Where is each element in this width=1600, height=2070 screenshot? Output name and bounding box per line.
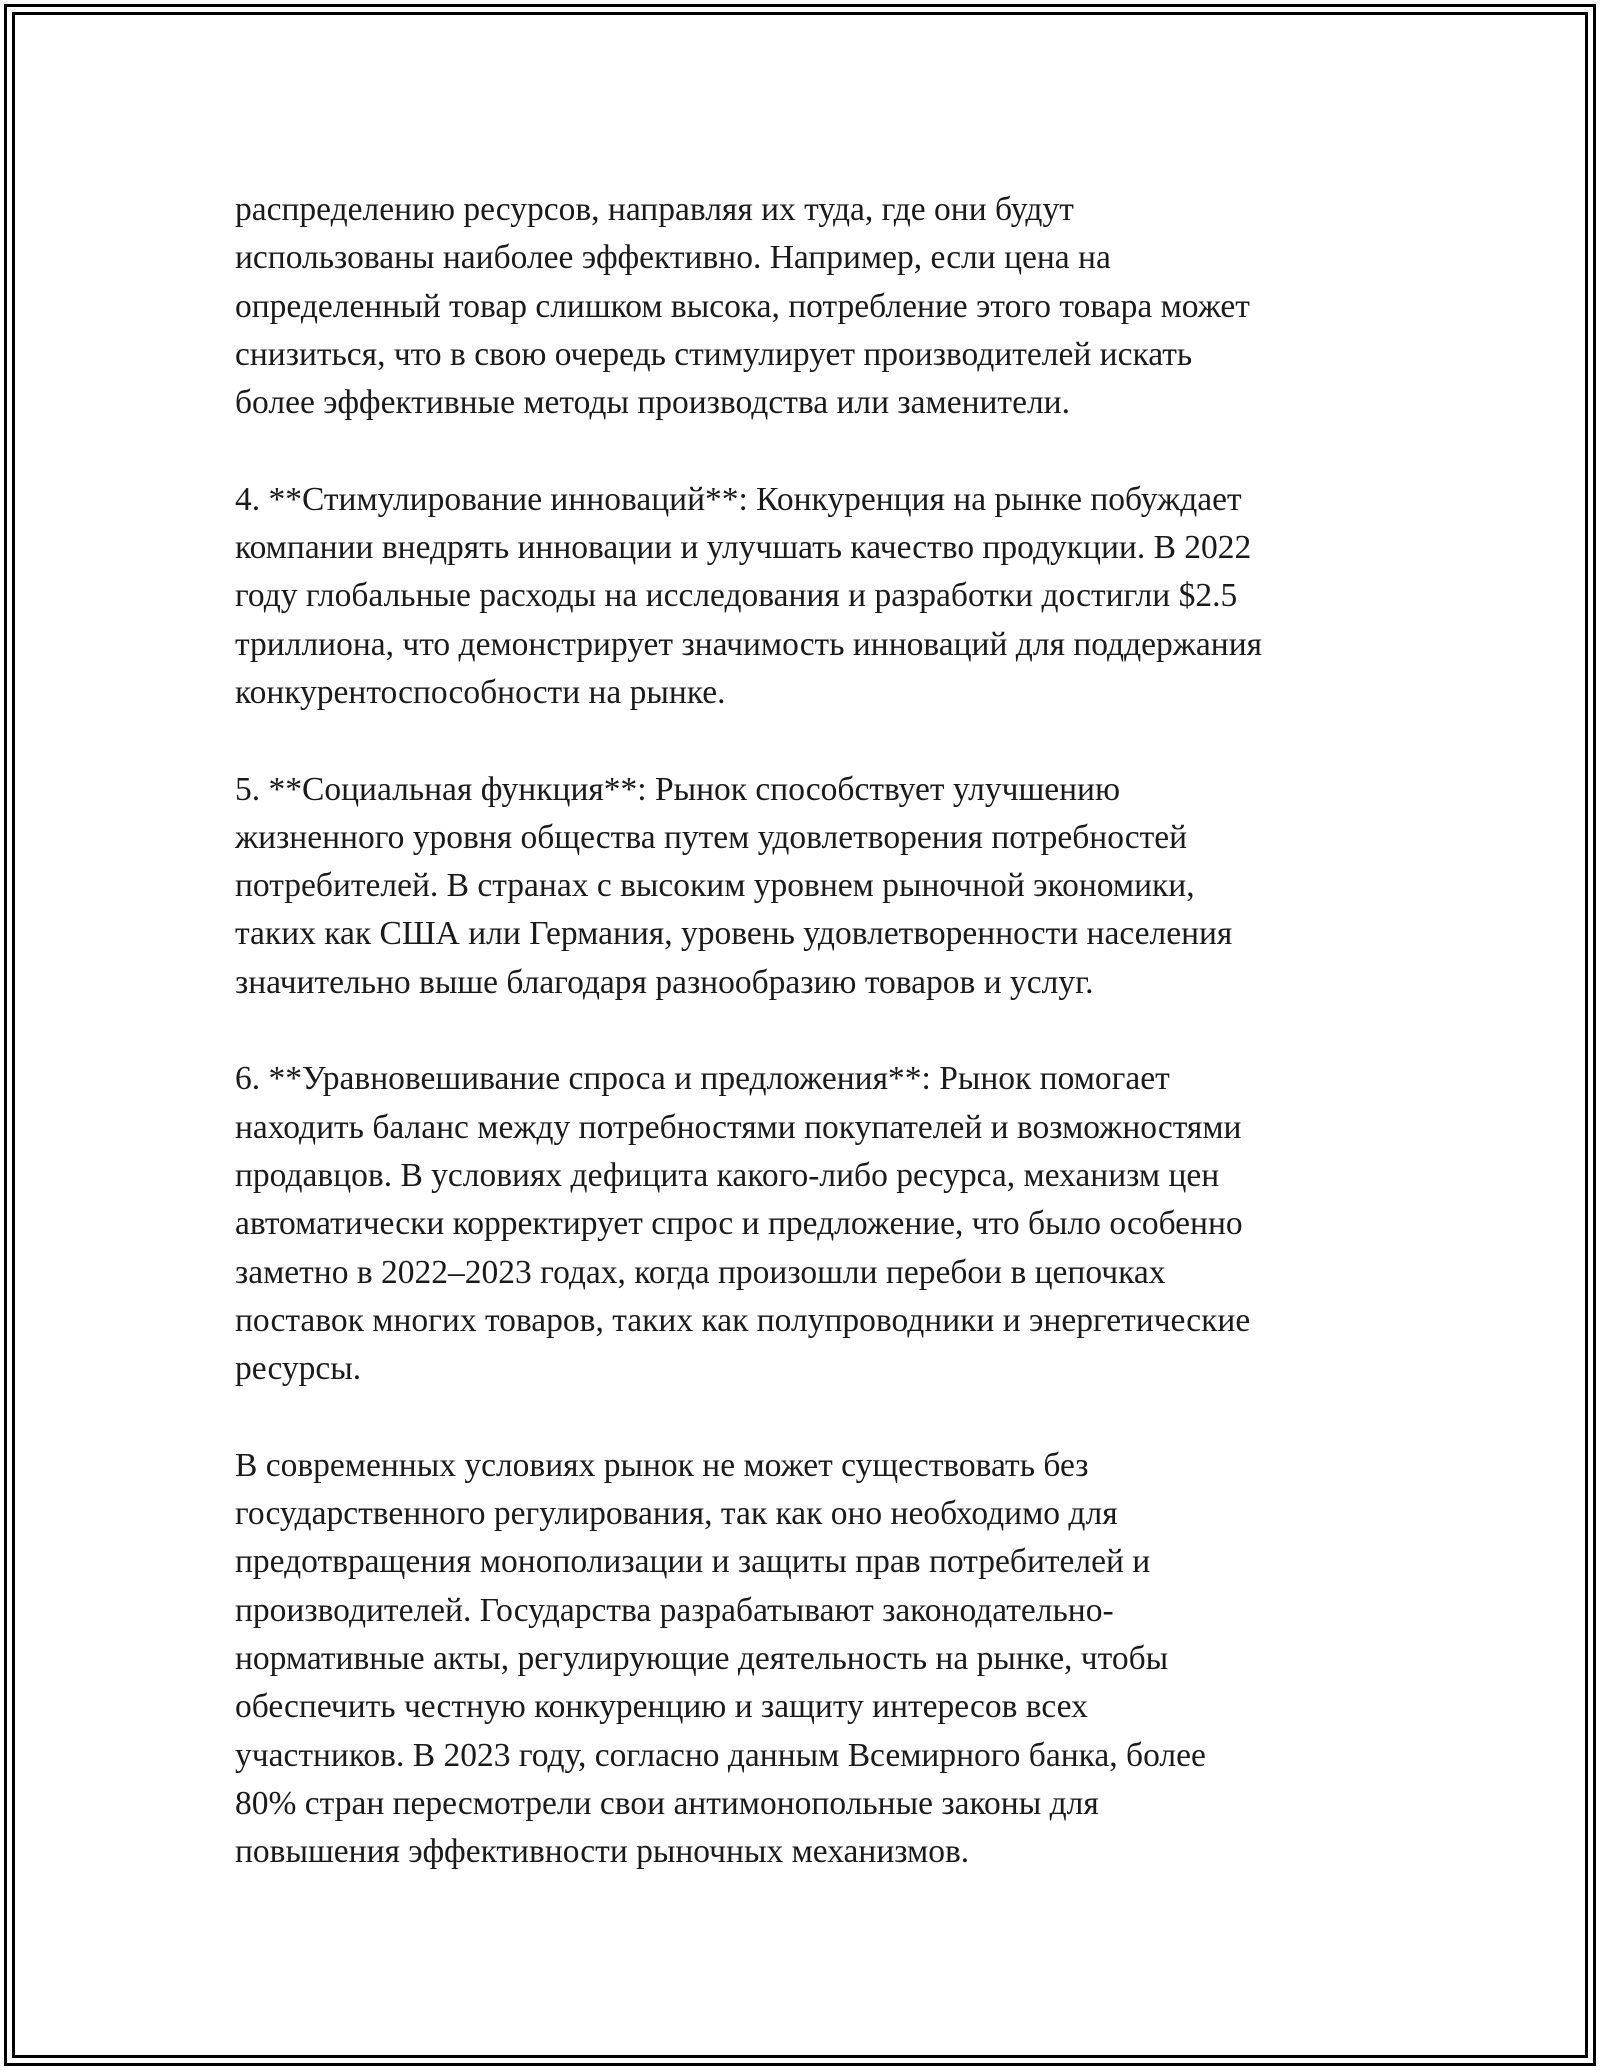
text-line: автоматически корректирует спрос и предложение, что было особенно bbox=[235, 1205, 1243, 1243]
document-body bbox=[235, 186, 1365, 1925]
text-line: конкурентоспособности на рынке. bbox=[235, 673, 726, 711]
text-line: более эффективные методы производства или заменители. bbox=[235, 384, 1070, 422]
text-line: триллиона, что демонстрирует значимость инноваций для поддержания bbox=[235, 625, 1263, 663]
paragraph-supply-demand bbox=[235, 1055, 1365, 1393]
text-line: находить баланс между потребностями покупателей и возможностями bbox=[235, 1108, 1242, 1146]
text-line: заметно в 2022–2023 годах, когда произошли перебои в цепочках bbox=[235, 1253, 1166, 1291]
text-line: значительно выше благодаря разнообразию товаров и услуг. bbox=[235, 963, 1094, 1001]
text-line: компании внедрять инновации и улучшать качество продукции. В 2022 bbox=[235, 529, 1252, 567]
text-line: В современных условиях рынок не может существовать без bbox=[235, 1446, 1089, 1484]
text-line: использованы наиболее эффективно. Например, если цена на bbox=[235, 239, 1111, 277]
text-line: участников. В 2023 году, согласно данным Всемирного банка, более bbox=[235, 1736, 1206, 1774]
paragraph-innovation bbox=[235, 476, 1365, 717]
text-line: 80% стран пересмотрели свои антимонопольные законы для bbox=[235, 1784, 1099, 1822]
text-line: государственного регулирования, так как оно необходимо для bbox=[235, 1495, 1118, 1533]
text-line: повышения эффективности рыночных механизмов. bbox=[235, 1833, 970, 1871]
text-line: определенный товар слишком высока, потребление этого товара может bbox=[235, 287, 1250, 325]
paragraph-social-function bbox=[235, 766, 1365, 1007]
text-line: жизненного уровня общества путем удовлетворения потребностей bbox=[235, 818, 1188, 856]
text-line: поставок многих товаров, таких как полупроводники и энергетические bbox=[235, 1301, 1251, 1339]
paragraph-state-regulation bbox=[235, 1442, 1365, 1877]
text-line: потребителей. В странах с высоким уровнем рыночной экономики, bbox=[235, 867, 1195, 905]
text-line: 4. **Стимулирование инноваций**: Конкуренция на рынке побуждает bbox=[235, 480, 1242, 518]
text-line: продавцов. В условиях дефицита какого-либо ресурса, механизм цен bbox=[235, 1156, 1220, 1194]
text-line: распределению ресурсов, направляя их туда, где они будут bbox=[235, 191, 1074, 228]
text-line: 5. **Социальная функция**: Рынок способствует улучшению bbox=[235, 770, 1120, 808]
text-line: таких как США или Германия, уровень удовлетворенности населения bbox=[235, 915, 1233, 953]
paragraph-resource-allocation bbox=[235, 186, 1365, 427]
text-line: нормативные акты, регулирующие деятельность на рынке, чтобы bbox=[235, 1639, 1169, 1677]
text-line: снизиться, что в свою очередь стимулирует производителей искать bbox=[235, 335, 1193, 373]
text-line: ресурсы. bbox=[235, 1350, 362, 1388]
text-line: производителей. Государства разрабатывают законодательно- bbox=[235, 1591, 1114, 1629]
text-line: году глобальные расходы на исследования и разработки достигли $2.5 bbox=[235, 577, 1238, 615]
text-line: предотвращения монополизации и защиты прав потребителей и bbox=[235, 1543, 1151, 1581]
text-line: 6. **Уравновешивание спроса и предложения**: Рынок помогает bbox=[235, 1060, 1170, 1098]
text-line: обеспечить честную конкуренцию и защиту интересов всех bbox=[235, 1688, 1088, 1726]
